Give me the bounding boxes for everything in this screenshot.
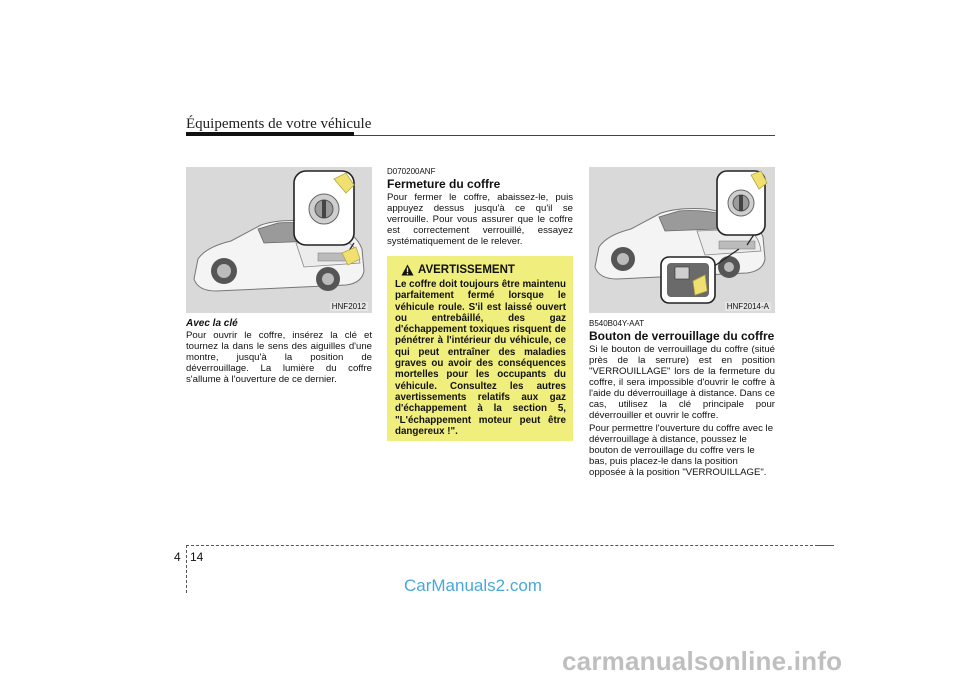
figure-code: HNF2012 bbox=[331, 302, 366, 311]
right-paragraph-1: Si le bouton de verrouillage du coffre (situé près de la serrure) est en position "VERROUILLAGE" lors de la fermeture du coffre, il sera impossible d'ouvrir le coffre à l'aide du déverrouillage à distance. Dans ce cas, utilisez la clé principale pour déverrouiller et ouvrir le coffre. bbox=[589, 344, 775, 421]
page-header-title: Équipements de votre véhicule bbox=[186, 116, 372, 132]
warning-text: Le coffre doit toujours être maintenu parfaitement fermé lorsque le véhicule roule. S'il est laissé ouvert ou entrebâillé, des gaz d'échappement toxiques risquent de pénétrer à l'intérieur du véhicule, ce qui peut entraîner des maladies graves ou avoir des conséquences mortelles pour les occupants du véhicule. Consultez les autres avertissements relatifs aux gaz d'échappement à la section 5, "L'échappement moteur peut être dangereux !". bbox=[395, 279, 566, 437]
section-code: D070200ANF bbox=[387, 167, 436, 176]
left-paragraph: Pour ouvrir le coffre, insérez la clé et tournez la dans le sens des aiguilles d'une montre, jusqu'à la position de déverrouillage. La lumière du coffre s'allume à l'ouverture de ce dernier. bbox=[186, 330, 372, 385]
warning-triangle-icon bbox=[401, 264, 414, 276]
header-accent-bar bbox=[186, 132, 354, 136]
trunk-key-figure bbox=[186, 167, 372, 313]
section-title-closing: Fermeture du coffre bbox=[387, 177, 501, 191]
middle-column bbox=[387, 166, 573, 247]
header-rule bbox=[354, 135, 775, 136]
warning-box bbox=[387, 256, 573, 441]
figure-code: HNF2014-A bbox=[726, 302, 769, 311]
middle-paragraph: Pour fermer le coffre, abaissez-le, puis appuyez dessus jusqu'à ce qu'il se verrouille. Pour vous assurer que le coffre est correctement verrouillé, essayez systématiquement de le relever. bbox=[387, 192, 573, 247]
trunk-lock-button-figure bbox=[589, 167, 775, 313]
right-column bbox=[589, 318, 775, 478]
watermark-primary[interactable]: CarManuals2.com bbox=[404, 576, 542, 595]
left-column bbox=[186, 318, 372, 385]
footer-rule bbox=[186, 545, 818, 546]
footer-rule-end bbox=[818, 545, 834, 546]
chapter-number: 4 bbox=[174, 550, 181, 564]
subheading-with-key: Avec la clé bbox=[186, 318, 238, 329]
watermark-secondary[interactable]: carmanualsonline.info bbox=[562, 646, 843, 676]
section-title-lock-button: Bouton de verrouillage du coffre bbox=[589, 329, 775, 343]
car-rear-lock-illustration bbox=[589, 167, 775, 313]
car-rear-illustration bbox=[186, 167, 372, 313]
footer-divider bbox=[186, 545, 187, 593]
page-number: 14 bbox=[190, 550, 204, 564]
section-code: B540B04Y-AAT bbox=[589, 319, 645, 328]
warning-title: AVERTISSEMENT bbox=[418, 264, 515, 276]
warning-header bbox=[401, 264, 566, 276]
right-paragraph-2: Pour permettre l'ouverture du coffre avec le déverrouillage à distance, poussez le bouton de verrouillage du coffre vers le bas, puis placez-le dans la position opposée à la position "VERROUILLAGE". bbox=[589, 423, 774, 478]
